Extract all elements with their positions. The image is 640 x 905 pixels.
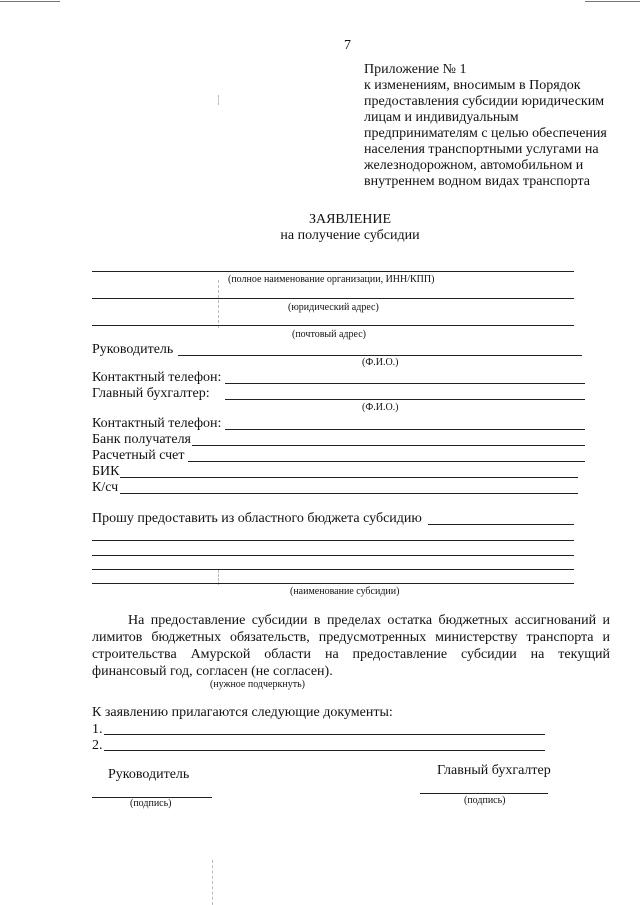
appendix-line: лицам и индивидуальным [364,110,519,125]
document-line-2 [104,750,545,751]
phone-1-line [225,383,585,384]
appendix-line: предоставления субсидии юридическим [364,94,605,109]
corr-account-line [120,493,578,494]
org-name-line [92,271,574,272]
subsidy-line [92,569,574,570]
appendix-line: предпринимателям с целью обеспечения [364,126,607,141]
signature-right-title: Главный бухгалтер [437,763,551,778]
appendix-line: населения транспортными услугами на [364,142,599,157]
appendix-line: внутреннем водном видах транспорта [364,174,590,189]
org-name-caption: (полное наименование организации, ИНН/КПП) [228,274,435,285]
subsidy-name-caption: (наименование субсидии) [290,586,400,597]
subsidy-line [92,583,574,584]
subsidy-line [428,524,574,525]
corr-account-label: К/сч [92,480,119,495]
chief-accountant-label: Главный бухгалтер: [92,386,210,401]
legal-address-caption: (юридический адрес) [288,302,379,313]
request-text: Прошу предоставить из областного бюджета субсидию [92,511,422,526]
director-label: Руководитель [92,342,174,357]
bank-label: Банк получателя [92,432,191,447]
documents-intro: К заявлению прилагаются следующие документы: [92,705,393,720]
document-item-2: 2. [92,738,103,753]
subsidy-line [92,555,574,556]
fold-mark [212,860,213,905]
appendix-line: железнодорожном, автомобильном и [364,158,584,173]
document-subtitle: на получение субсидии [280,228,420,243]
page-number: 7 [344,38,351,53]
bank-line [192,445,585,446]
director-fio-caption: (Ф.И.О.) [362,357,399,368]
signature-left-caption: (подпись) [130,798,172,809]
legal-address-line [92,298,574,299]
subsidy-line [92,540,574,541]
signature-right-line [420,793,548,794]
signature-right-caption: (подпись) [464,795,506,806]
fold-mark [218,95,219,105]
appendix-line: к изменениям, вносимым в Порядок [364,78,581,93]
scan-edge-left [0,1,60,2]
postal-address-line [92,325,574,326]
account-line [188,461,585,462]
appendix-title: Приложение № 1 [364,62,467,77]
chief-accountant-line [225,399,585,400]
fold-mark [218,280,219,328]
consent-paragraph: На предоставление субсидии в пределах остатка бюджетных ассигнований и лимитов бюджетных обязательств, предусмотренных министерству транспорта и строительства Амурской области на предоставление субсидии на текущий финансовый год, согласен (не согласен). [92,613,610,679]
postal-address-caption: (почтовый адрес) [292,329,366,340]
phone-2-line [225,429,585,430]
bik-line [120,477,578,478]
bik-label: БИК [92,464,120,479]
underline-hint: (нужное подчеркнуть) [210,679,305,690]
accountant-fio-caption: (Ф.И.О.) [362,402,399,413]
document-title: ЗАЯВЛЕНИЕ [308,212,392,227]
scan-edge-right [585,1,640,2]
signature-left-title: Руководитель [108,767,190,782]
document-item-1: 1. [92,722,103,737]
account-label: Расчетный счет [92,448,185,463]
phone-2-label: Контактный телефон: [92,416,222,431]
phone-1-label: Контактный телефон: [92,370,222,385]
director-line [178,355,582,356]
document-line-1 [104,734,545,735]
